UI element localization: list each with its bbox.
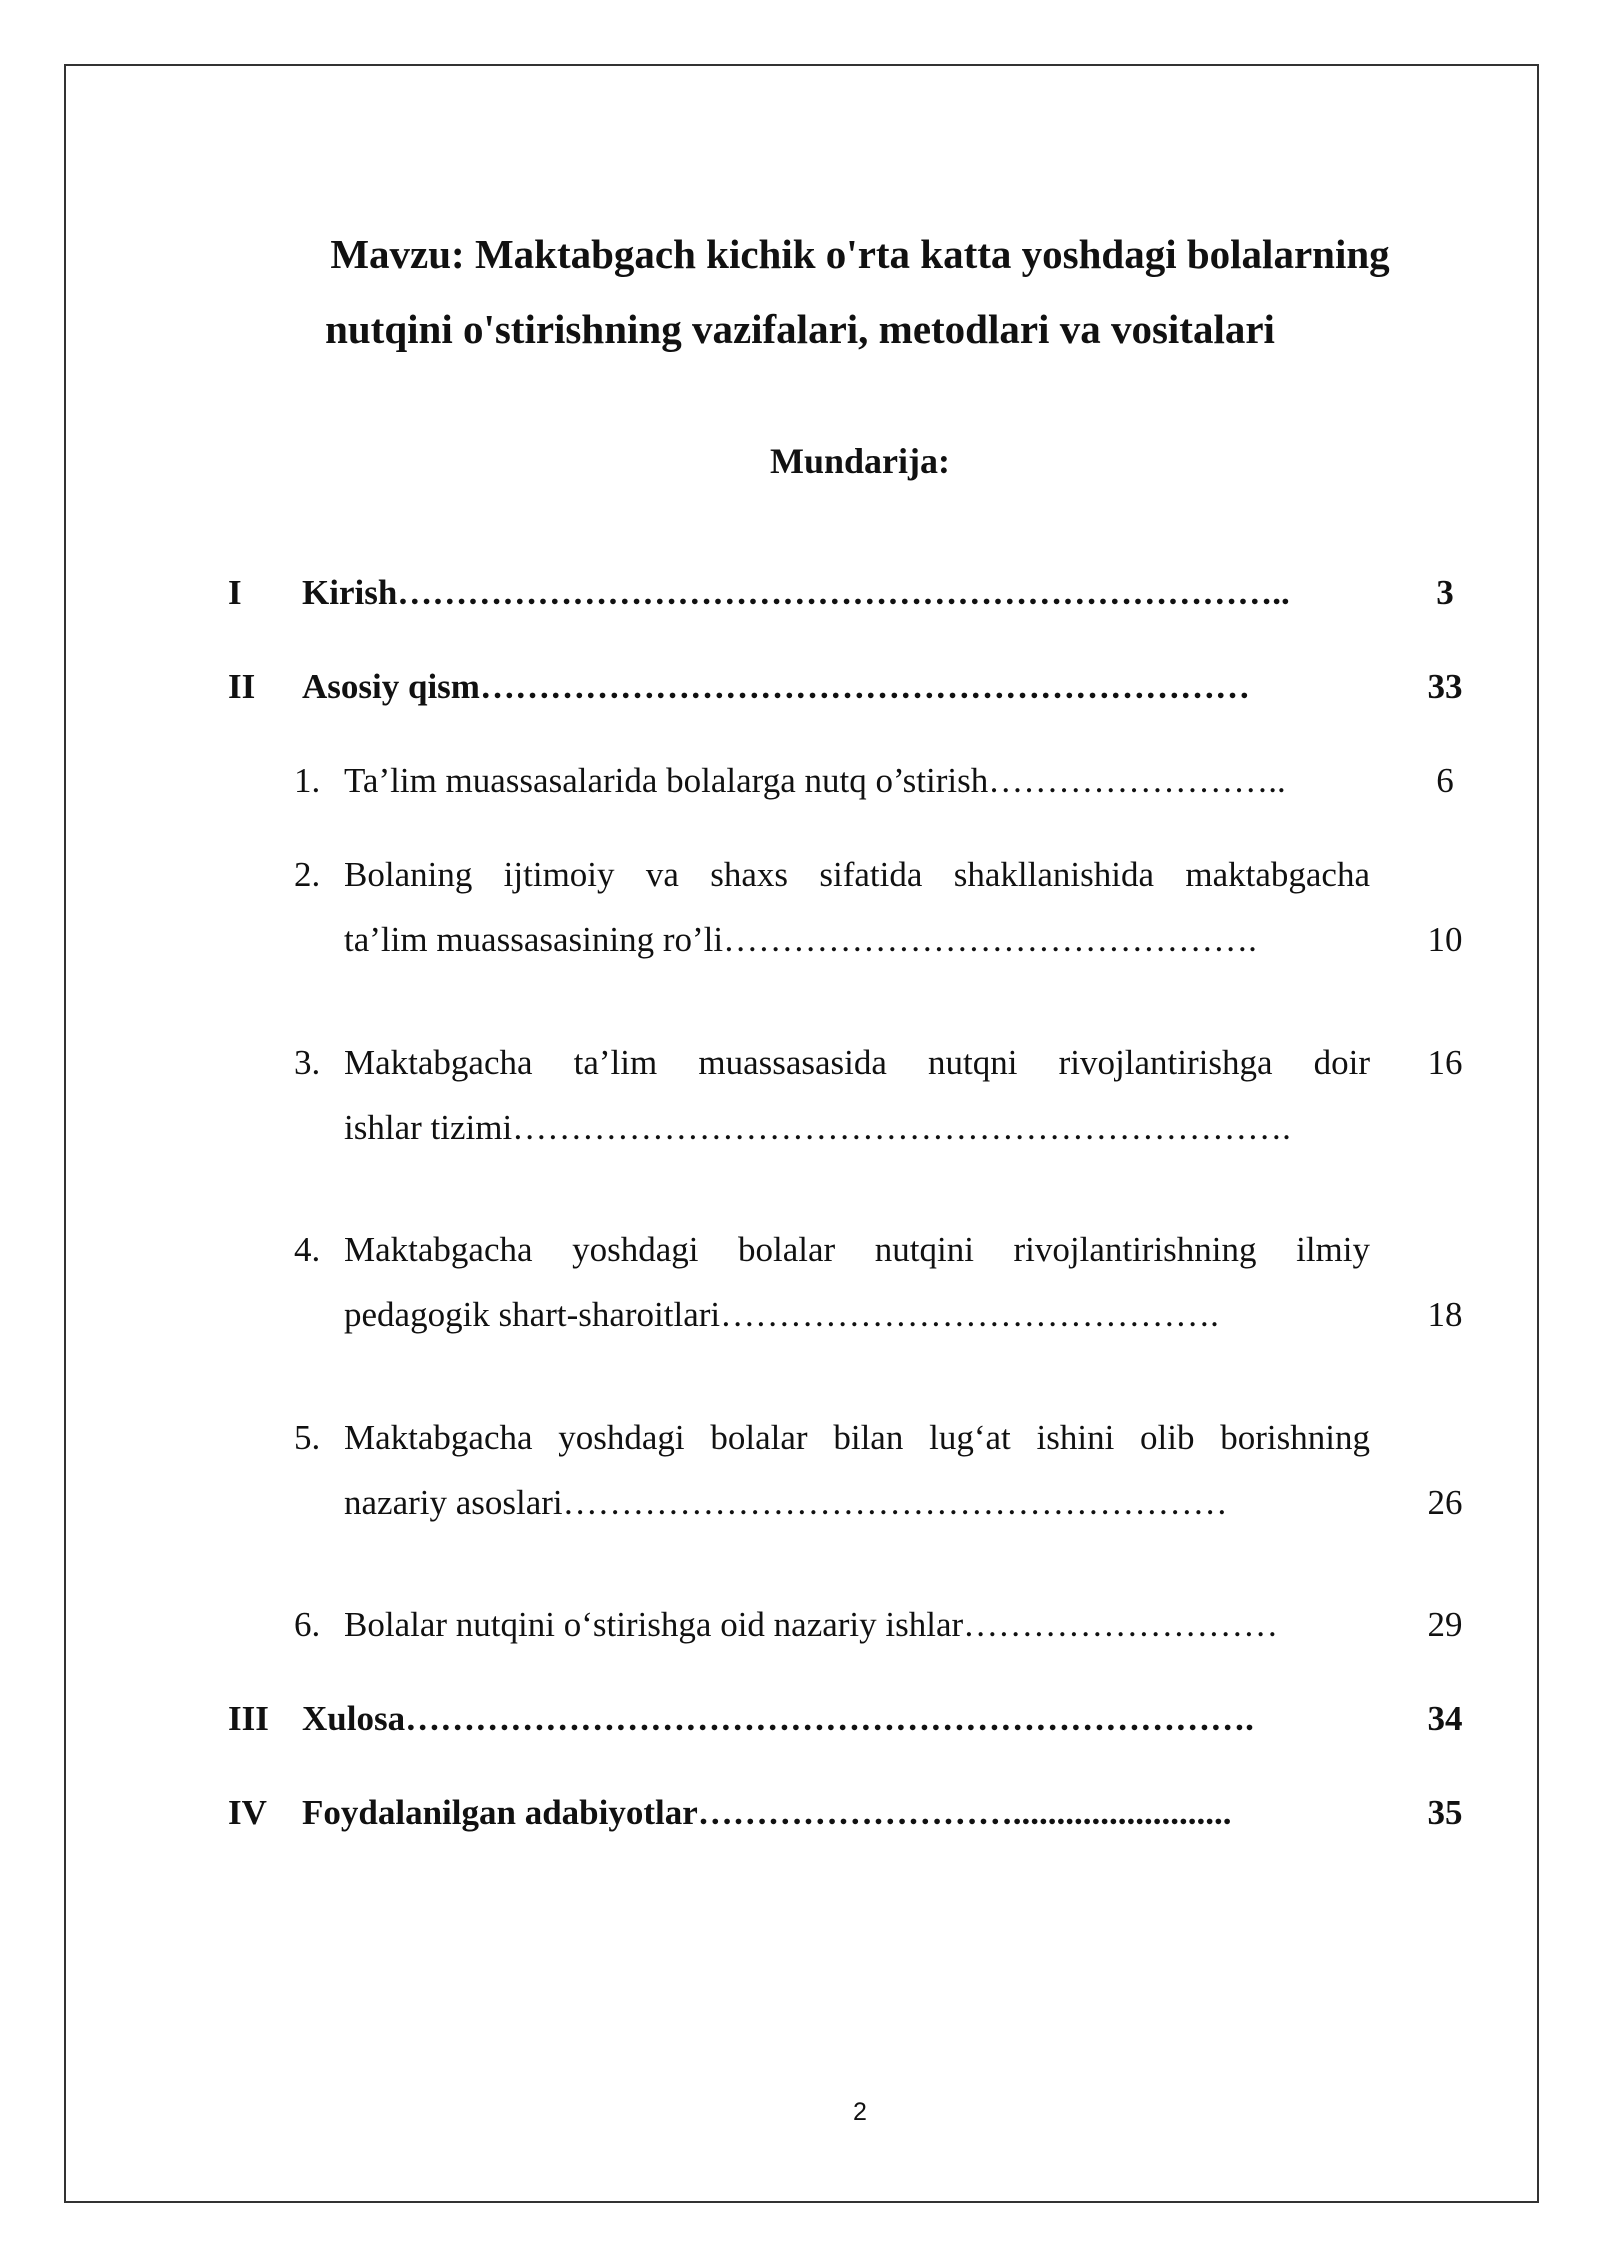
toc-number: 6. <box>294 1605 321 1644</box>
toc-subentry-text <box>344 1030 1370 1160</box>
toc-roman: III <box>228 1699 269 1738</box>
toc-page: 3 <box>1436 573 1454 612</box>
toc-title: Asosiy qism………………………………………………………… <box>302 667 1250 706</box>
toc-line-1: Bolaning ijtimoiy va shaxs sifatida shakllanishida maktabgacha <box>344 855 1370 894</box>
toc-line-1: Ta’lim muassasalarida bolalarga nutq o’stirish…………………….. <box>344 761 1286 800</box>
toc-page: 34 <box>1427 1699 1463 1738</box>
contents-heading: Mundarija: <box>770 441 950 481</box>
title-line-2: nutqini o'stirishning vazifalari, metodlari va vositalari <box>325 306 1275 352</box>
toc-line-1: Maktabgacha yoshdagi bolalar nutqini rivojlantirishning ilmiy <box>344 1230 1370 1269</box>
toc-subentry-text <box>344 748 1370 813</box>
toc-roman: IV <box>228 1793 267 1832</box>
toc-title: Kirish………………………………………………………………….. <box>302 573 1290 612</box>
page-number: 2 <box>853 2098 867 2126</box>
toc-title: Xulosa………………………………………………………………. <box>302 1699 1254 1738</box>
toc-roman: I <box>228 573 242 612</box>
toc-number: 4. <box>294 1230 321 1269</box>
toc-roman: II <box>228 667 256 706</box>
toc-page: 29 <box>1427 1605 1463 1644</box>
toc-page: 26 <box>1427 1483 1463 1522</box>
toc-page: 10 <box>1427 920 1463 959</box>
toc-number: 3. <box>294 1043 321 1082</box>
toc-number: 5. <box>294 1418 321 1457</box>
toc-line-2: ta’lim muassasasining ro’li………………………………………. <box>344 920 1257 959</box>
title-line-1: Mavzu: Maktabgach kichik o'rta katta yoshdagi bolalarning <box>330 231 1390 277</box>
toc-line-1: Bolalar nutqini o‘stirishga oid nazariy ishlar……………………… <box>344 1605 1279 1644</box>
toc-subentry-text <box>344 1217 1370 1347</box>
toc-subentry-text <box>344 1405 1370 1535</box>
toc-number: 1. <box>294 761 321 800</box>
toc-page: 6 <box>1436 761 1454 800</box>
toc-line-2: ishlar tizimi…………………………………………………………. <box>344 1108 1291 1147</box>
toc-subentry-text <box>344 1592 1370 1657</box>
toc-number: 2. <box>294 855 321 894</box>
toc-line-2: nazariy asoslari………………………………………………… <box>344 1483 1228 1522</box>
toc-page: 35 <box>1427 1793 1463 1832</box>
toc-page: 33 <box>1427 667 1463 706</box>
toc-line-2: pedagogik shart-sharoitlari……………………………………. <box>344 1295 1219 1334</box>
toc-title: Foydalanilgan adabiyotlar………………………......................... <box>302 1793 1232 1832</box>
toc-subentry-text <box>344 842 1370 972</box>
toc-page: 18 <box>1427 1295 1463 1334</box>
toc-line-1: Maktabgacha ta’lim muassasasida nutqni rivojlantirishga doir <box>344 1043 1370 1082</box>
toc-page: 16 <box>1427 1043 1463 1082</box>
toc-line-1: Maktabgacha yoshdagi bolalar bilan lug‘at ishini olib borishning <box>344 1418 1370 1457</box>
